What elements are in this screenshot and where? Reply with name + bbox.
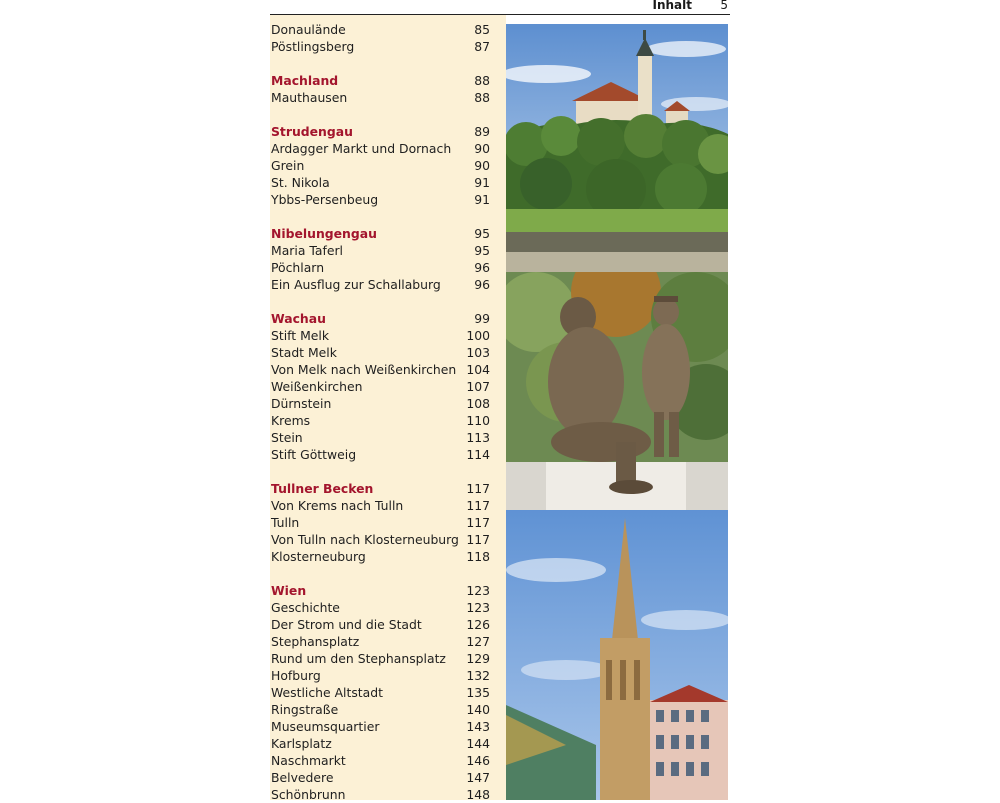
running-head-title: Inhalt [652,0,692,12]
toc-entry [270,548,496,565]
toc-entry-title: Maria Taferl [271,243,343,258]
toc-entry [270,412,496,429]
toc-entry [270,259,496,276]
toc-entry [270,514,496,531]
toc-entry-title: Tullner Becken [271,481,374,496]
toc-entry-title: St. Nikola [271,175,330,190]
toc-entry-title: Belvedere [271,770,334,785]
toc-entry [270,650,496,667]
toc-entry-title: Nibelungengau [271,226,377,241]
toc-entry-title: Westliche Altstadt [271,685,383,700]
castle-photo [506,24,728,272]
toc-entry [270,752,496,769]
toc-entry-title: Rund um den Stephansplatz [271,651,446,666]
toc-entry [270,361,496,378]
toc-entry-page: 132 [466,668,490,683]
toc-entry-page: 90 [474,158,490,173]
toc-section-heading [270,582,496,599]
toc-entry-title: Tulln [271,515,300,530]
toc-entry-title: Weißenkirchen [271,379,363,394]
toc-entry-page: 118 [466,549,490,564]
toc-entry [270,769,496,786]
toc-entry [270,497,496,514]
toc-entry [270,191,496,208]
toc-entry-title: Wachau [271,311,326,326]
toc-entry-page: 129 [466,651,490,666]
toc-entry [270,344,496,361]
toc-entry-page: 95 [474,243,490,258]
toc-entry [270,327,496,344]
toc-entry [270,718,496,735]
toc-entry [270,616,496,633]
toc-entry-page: 113 [466,430,490,445]
book-page [270,0,730,800]
toc-entry-page: 117 [466,532,490,547]
toc-section-heading [270,310,496,327]
toc-entry-page: 88 [474,73,490,88]
toc-entry-title: Von Tulln nach Klosterneuburg [271,532,459,547]
toc-entry-page: 89 [474,124,490,139]
toc-entry-title: Stift Göttweig [271,447,357,462]
toc-entry-page: 99 [474,311,490,326]
toc-entry-page: 88 [474,90,490,105]
toc-entry-page: 140 [466,702,490,717]
toc-entry-page: 117 [466,498,490,513]
toc-entry [270,531,496,548]
toc-entry-page: 96 [474,260,490,275]
toc-entry-page: 107 [466,379,490,394]
toc-entry [270,174,496,191]
toc-entry-page: 126 [466,617,490,632]
toc-section-heading [270,72,496,89]
toc-entry-title: Von Melk nach Weißenkirchen [271,362,457,377]
toc-entry [270,378,496,395]
toc-entry-title: Ringstraße [271,702,339,717]
toc-entry-page: 148 [466,787,490,802]
toc-entry-page: 144 [466,736,490,751]
toc-entry-page: 146 [466,753,490,768]
toc-entry-title: Wien [271,583,307,598]
toc-entry [270,684,496,701]
toc-section-heading [270,123,496,140]
toc-entry [270,157,496,174]
toc-section-heading [270,480,496,497]
toc-entry-title: Schönbrunn [271,787,346,802]
toc-entry-title: Ybbs-Persenbeug [271,192,379,207]
toc-entry-title: Pöstlingsberg [271,39,355,54]
toc-entry-title: Donaulände [271,22,346,37]
toc-entry [270,667,496,684]
toc-entry-page: 117 [466,515,490,530]
toc-entry-page: 135 [466,685,490,700]
toc-entry-page: 108 [466,396,490,411]
toc-entry [270,89,496,106]
toc-entry-page: 90 [474,141,490,156]
toc-section-heading [270,225,496,242]
toc-entry-title: Strudengau [271,124,353,139]
toc-entry-title: Stift Melk [271,328,330,343]
toc-entry-page: 147 [466,770,490,785]
toc-entry [270,429,496,446]
toc-entry-title: Mauthausen [271,90,348,105]
toc-entry-title: Stadt Melk [271,345,337,360]
toc-entry-title: Stephansplatz [271,634,360,649]
toc-entry-title: Der Strom und die Stadt [271,617,422,632]
toc-entry-page: 91 [474,175,490,190]
toc-entry [270,140,496,157]
toc-entry-page: 110 [466,413,490,428]
toc-entry [270,276,496,293]
toc-entry [270,735,496,752]
toc-entry [270,446,496,463]
toc-entry-title: Geschichte [271,600,340,615]
toc-entry [270,395,496,412]
toc-entry-page: 123 [466,600,490,615]
toc-entry-title: Dürnstein [271,396,332,411]
toc-entry-page: 96 [474,277,490,292]
toc-entry-title: Klosterneuburg [271,549,366,564]
toc-entry [270,701,496,718]
toc-entry-page: 95 [474,226,490,241]
toc-entry-page: 85 [474,22,490,37]
toc-entry-title: Grein [271,158,305,173]
toc-list [270,21,496,803]
page-number: 5 [720,0,728,12]
toc-entry-page: 143 [466,719,490,734]
cathedral-photo [506,510,728,800]
toc-entry [270,786,496,803]
toc-entry [270,38,496,55]
toc-entry-page: 91 [474,192,490,207]
toc-entry-page: 103 [466,345,490,360]
toc-entry-page: 123 [466,583,490,598]
toc-entry [270,242,496,259]
toc-entry-title: Pöchlarn [271,260,325,275]
statue-photo [506,272,728,510]
toc-entry-page: 87 [474,39,490,54]
running-head [270,0,730,15]
toc-entry [270,21,496,38]
toc-entry-page: 127 [466,634,490,649]
toc-entry-title: Hofburg [271,668,321,683]
toc-entry-title: Von Krems nach Tulln [271,498,404,513]
toc-entry-title: Krems [271,413,311,428]
toc-entry-page: 104 [466,362,490,377]
table-of-contents [270,15,506,800]
toc-entry-title: Naschmarkt [271,753,346,768]
toc-entry [270,599,496,616]
toc-entry-title: Ardagger Markt und Dornach [271,141,452,156]
toc-entry-title: Ein Ausflug zur Schallaburg [271,277,441,292]
toc-entry-title: Karlsplatz [271,736,332,751]
toc-entry-title: Machland [271,73,339,88]
toc-entry-page: 114 [466,447,490,462]
toc-entry-title: Museumsquartier [271,719,380,734]
toc-entry-page: 100 [466,328,490,343]
toc-entry-title: Stein [271,430,303,445]
toc-entry [270,633,496,650]
toc-entry-page: 117 [466,481,490,496]
photo-column [506,24,728,800]
